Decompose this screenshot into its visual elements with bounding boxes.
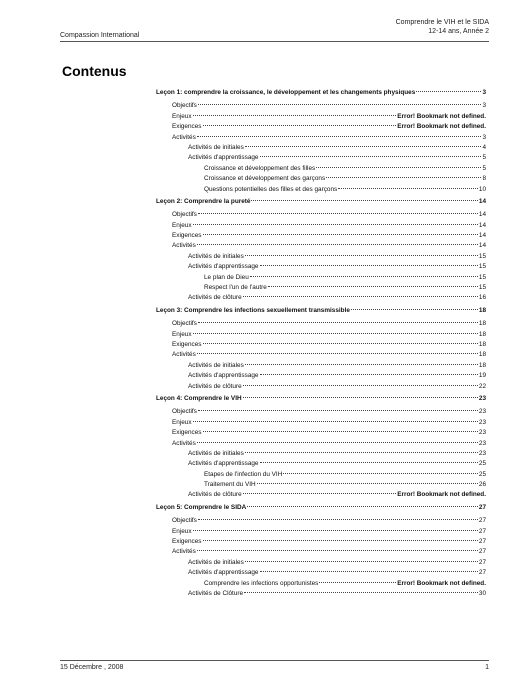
toc-entry-page: 8 [482,175,486,183]
toc-entry[interactable] [156,449,486,459]
toc-dot-leader [198,322,478,323]
toc-dot-leader [257,483,478,484]
toc-entry-title: Leçon 3: Comprendre les infections sexuellement transmissible [156,306,350,314]
toc-dot-leader [203,234,478,235]
toc-entry-page: 25 [478,470,486,478]
toc-entry-page: 27 [478,503,486,511]
toc-dot-leader [260,571,478,572]
toc-dot-leader [260,265,478,266]
toc-dot-leader [245,146,482,147]
header-rule [60,41,489,42]
toc-entry-page: 22 [478,382,486,390]
toc-entry[interactable] [156,558,486,568]
toc-entry-title: Enjeux [172,527,192,535]
toc-entry-title: Activités d'apprentissage [188,154,259,162]
toc-entry[interactable] [156,537,486,547]
toc-entry-page: 15 [478,252,486,260]
toc-entry-title: Etapes de l'infection du VIH [204,470,283,478]
toc-entry-page: 18 [478,351,486,359]
toc-entry-title: Objectifs [172,320,197,328]
toc-dot-leader [193,421,478,422]
toc-entry-page: 18 [478,320,486,328]
toc-entry[interactable] [156,210,486,220]
toc-entry-title: Croissance et développement des filles [204,164,316,172]
toc-dot-leader [197,353,478,354]
toc-entry-title: Activités de clôture [188,294,242,302]
toc-entry-page: Error! Bookmark not defined. [397,579,486,587]
toc-entry-title: Comprendre les infections opportunistes [204,579,319,587]
toc-dot-leader [268,286,478,287]
toc-entry-page: 25 [478,460,486,468]
toc-entry-page: 16 [478,294,486,302]
toc-entry-title: Activités [172,133,196,141]
toc-entry-title: Enjeux [172,221,192,229]
toc-entry-page: 27 [478,558,486,566]
toc-entry-title: Activités d'apprentissage [188,460,259,468]
toc-dot-leader [245,364,478,365]
toc-entry-page: 27 [478,517,486,525]
toc-entry-title: Objectifs [172,211,197,219]
toc-entry-title: Activités [172,439,196,447]
toc-entry-page: 23 [478,439,486,447]
toc-entry-title: Objectifs [172,408,197,416]
toc-entry[interactable] [156,283,486,293]
toc-entry-page: 14 [478,211,486,219]
toc-entry-page: 18 [478,340,486,348]
header-title-line2: 12-14 ans, Année 2 [428,27,489,35]
toc-entry-page: 23 [478,394,486,402]
toc-entry-title: Activités [172,351,196,359]
toc-entry-title: Activités d'apprentissage [188,372,259,380]
toc-entry-title: Exigences [172,123,202,131]
toc-entry-page: 3 [482,89,486,96]
toc-entry[interactable] [156,361,486,371]
toc-entry-page: 18 [478,330,486,338]
toc-entry[interactable] [156,589,486,599]
toc-entry-page: 3 [482,102,486,110]
toc-entry-title: Questions potentielles des filles et des garçons [204,185,338,193]
toc-entry[interactable] [156,470,486,480]
toc-dot-leader [197,442,478,443]
toc-entry[interactable] [156,340,486,350]
toc-entry-page: 19 [478,372,486,380]
toc-lesson-entry[interactable] [156,88,486,98]
toc-dot-leader [283,473,478,474]
toc-entry-page: 4 [482,143,486,151]
toc-entry[interactable] [156,133,486,143]
toc-entry-title: Enjeux [172,330,192,338]
toc-entry[interactable] [156,418,486,428]
toc-entry[interactable] [156,252,486,262]
toc-entry-page: 14 [478,242,486,250]
toc-entry-title: Exigences [172,429,202,437]
toc-entry-page: 15 [478,273,486,281]
toc-dot-leader [203,125,397,126]
toc-entry-title: Activités d'apprentissage [188,569,259,577]
toc-entry-page: 27 [478,527,486,535]
toc-entry-title: Leçon 1: comprendre la croissance, le développement et les changements physiques [156,89,416,96]
toc-dot-leader [260,374,478,375]
toc-entry[interactable] [156,527,486,537]
toc-dot-leader [193,333,478,334]
toc-entry-page: 5 [482,164,486,172]
header-title-line1: Comprendre le VIH et le SIDA [395,19,489,26]
toc-entry[interactable] [156,568,486,578]
table-of-contents [156,86,486,599]
toc-entry-page: 10 [478,185,486,193]
toc-entry-page: 15 [478,284,486,292]
toc-entry[interactable] [156,330,486,340]
toc-entry-page: 14 [478,221,486,229]
toc-entry-page: Error! Bookmark not defined. [397,491,486,499]
toc-entry-page: 23 [478,408,486,416]
toc-entry[interactable] [156,350,486,360]
toc-dot-leader [197,244,478,245]
toc-dot-leader [338,188,478,189]
toc-entry-title: Activités d'apprentissage [188,263,259,271]
toc-dot-leader [244,592,478,593]
toc-dot-leader [250,276,478,277]
toc-dot-leader [198,410,478,411]
toc-entry-page: 30 [478,589,486,597]
toc-entry-title: Activités [172,242,196,250]
toc-entry-title: Activités de clôture [188,382,242,390]
toc-entry-title: Traitement du VIH [204,481,256,489]
toc-entry-title: Exigences [172,340,202,348]
toc-entry[interactable] [156,221,486,231]
toc-entry[interactable] [156,459,486,469]
toc-dot-leader [416,91,481,92]
toc-entry-page: 27 [478,569,486,577]
toc-dot-leader [245,255,478,256]
toc-entry-title: Objectifs [172,517,197,525]
toc-entry[interactable] [156,112,486,122]
toc-entry-page: 23 [478,449,486,457]
toc-entry-title: Activités de initiales [188,143,244,151]
footer-page-number: 1 [485,664,489,671]
toc-entry-page: 27 [478,538,486,546]
toc-entry[interactable] [156,153,486,163]
toc-entry-page: 14 [478,232,486,240]
toc-entry[interactable] [156,185,486,195]
toc-entry-title: Croissance et développement des garçons [204,175,326,183]
toc-dot-leader [193,115,397,116]
toc-dot-leader [247,506,478,507]
toc-entry[interactable] [156,319,486,329]
toc-lesson-entry[interactable] [156,503,486,513]
footer-rule [60,660,489,661]
toc-entry[interactable] [156,262,486,272]
toc-dot-leader [193,530,478,531]
toc-entry[interactable] [156,579,486,589]
toc-entry-title: Exigences [172,232,202,240]
toc-entry-page: 14 [478,197,486,205]
toc-entry-title: Exigences [172,538,202,546]
toc-entry-title: Leçon 4: Comprendre le VIH [156,394,242,402]
toc-entry-title: Activités de initiales [188,361,244,369]
toc-entry-page: 5 [482,154,486,162]
toc-entry-title: Activités [172,548,196,556]
toc-entry[interactable] [156,490,486,500]
toc-lesson-entry[interactable] [156,197,486,207]
toc-dot-leader [243,397,478,398]
toc-dot-leader [197,550,478,551]
toc-entry-title: Leçon 5: Comprendre le SIDA [156,503,247,511]
toc-entry-title: Enjeux [172,418,192,426]
toc-dot-leader [326,177,481,178]
toc-entry-page: 23 [478,418,486,426]
toc-entry-page: 23 [478,429,486,437]
toc-entry-page: 3 [482,133,486,141]
toc-entry-page: Error! Bookmark not defined. [397,112,486,120]
toc-entry-title: Activités de initiales [188,558,244,566]
toc-entry[interactable] [156,143,486,153]
header-organization: Compassion International [60,32,140,39]
toc-entry[interactable] [156,241,486,251]
toc-entry[interactable] [156,231,486,241]
toc-lesson-entry[interactable] [156,394,486,404]
toc-entry-title: Enjeux [172,112,192,120]
toc-dot-leader [198,104,482,105]
toc-entry[interactable] [156,371,486,381]
toc-entry[interactable] [156,516,486,526]
toc-entry[interactable] [156,480,486,490]
toc-entry[interactable] [156,273,486,283]
toc-entry-page: 27 [478,548,486,556]
toc-dot-leader [203,540,478,541]
toc-dot-leader [260,156,482,157]
toc-entry-page: Error! Bookmark not defined. [397,123,486,131]
toc-entry[interactable] [156,101,486,111]
toc-entry[interactable] [156,382,486,392]
toc-entry-page: 18 [478,361,486,369]
toc-entry[interactable] [156,547,486,557]
toc-dot-leader [203,431,478,432]
toc-entry-page: 26 [478,481,486,489]
toc-dot-leader [193,224,478,225]
toc-entry-title: Activités de initiales [188,252,244,260]
toc-entry-title: Respect l'un de l'autre [204,284,267,292]
toc-entry[interactable] [156,428,486,438]
toc-entry[interactable] [156,164,486,174]
toc-entry[interactable] [156,439,486,449]
toc-dot-leader [243,493,397,494]
toc-dot-leader [197,136,482,137]
toc-entry-title: Leçon 2: Comprendre la pureté [156,197,251,205]
toc-dot-leader [198,213,478,214]
toc-dot-leader [245,561,478,562]
toc-dot-leader [251,200,477,201]
toc-entry[interactable] [156,122,486,132]
toc-entry-title: Objectifs [172,102,197,110]
toc-dot-leader [198,519,478,520]
toc-entry-page: 15 [478,263,486,271]
toc-dot-leader [243,296,478,297]
toc-lesson-entry[interactable] [156,306,486,316]
toc-entry-title: Le plan de Dieu [204,273,249,281]
toc-dot-leader [319,582,396,583]
toc-entry[interactable] [156,174,486,184]
toc-entry-title: Activités de Clôture [188,589,244,597]
toc-dot-leader [260,462,478,463]
toc-entry[interactable] [156,407,486,417]
toc-dot-leader [243,385,478,386]
toc-dot-leader [316,167,481,168]
toc-dot-leader [245,452,478,453]
toc-dot-leader [351,309,478,310]
toc-entry-page: 18 [478,306,486,314]
toc-entry-title: Activités de initiales [188,449,244,457]
footer-date: 15 Décembre , 2008 [60,664,124,671]
page-title: Contenus [62,63,127,79]
toc-entry-title: Activités de clôture [188,491,242,499]
toc-entry[interactable] [156,293,486,303]
header-document-title [329,19,489,36]
toc-dot-leader [203,343,478,344]
